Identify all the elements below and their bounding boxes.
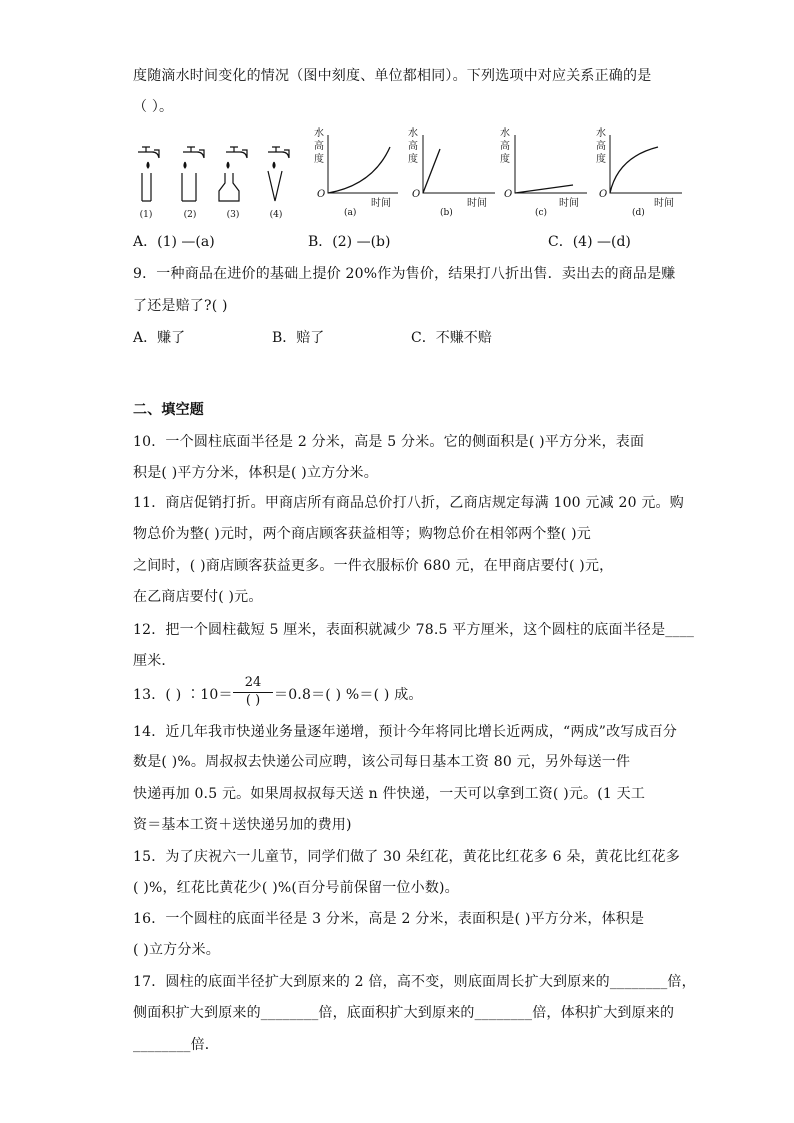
container-label-4: (4) [269, 210, 283, 220]
q8-line-2: （ ）。 [133, 99, 174, 115]
q12-line-1: 12．把一个圆柱截短 5 厘米，表面积就减少 78.5 平方厘米，这个圆柱的底面半径是____ [133, 622, 695, 638]
graph-b-origin: O [412, 189, 421, 200]
q14-line-2: 数是( )%。周叔叔去快递公司应聘，该公司每日基本工资 80 元，另外每送一件 [133, 754, 631, 770]
graph-a-origin: O [317, 189, 326, 200]
graph-b-ylabel: 水 高 度 [408, 128, 418, 165]
graph-c-ylabel: 水 高 度 [500, 128, 510, 165]
graph-d-origin: O [599, 189, 608, 200]
q13-lead: 13．( ) ∶10＝ [133, 687, 233, 703]
graph-label-d: (d) [632, 208, 645, 218]
section-heading: 二、填空题 [133, 402, 204, 418]
graph-label-a: (a) [344, 208, 357, 218]
q8-option-a[interactable]: A．(1) —(a) [133, 234, 215, 250]
faucet-container-4 [268, 147, 289, 201]
graph-c [515, 135, 587, 193]
q15-line-2: ( )%，红花比黄花少( )%(百分号前保留一位小数)。 [133, 880, 459, 896]
q14-line-4: 资＝基本工资＋送快递另加的费用) [133, 817, 352, 833]
q8-line-1: 度随滴水时间变化的情况（图中刻度、单位都相同）。下列选项中对应关系正确的是 [133, 68, 652, 84]
graph-b-xlabel: 时间 [467, 198, 487, 209]
q9-option-c[interactable]: C．不赚不赔 [411, 330, 492, 346]
container-label-2: (2) [183, 210, 197, 220]
q11-line-3: 之间时，( )商店顾客获益更多。一件衣服标价 680 元，在甲商店要付( )元， [133, 558, 614, 574]
graph-label-c: (c) [535, 208, 548, 218]
container-label-1: (1) [139, 210, 153, 220]
graph-a-xlabel: 时间 [371, 198, 391, 209]
q15-line-1: 15．为了庆祝六一儿童节，同学们做了 30 朵红花，黄花比红花多 6 朵，黄花比红花多 [133, 849, 680, 865]
q13-denominator: ( ) [245, 693, 261, 708]
q9-option-a[interactable]: A．赚了 [133, 330, 186, 346]
container-label-3: (3) [226, 210, 240, 220]
graph-d [610, 135, 682, 193]
q9-line-2: 了还是赔了?( ) [133, 298, 228, 314]
q13-numerator: 24 [244, 675, 262, 690]
q11-line-4: 在乙商店要付( )元。 [133, 589, 263, 605]
q9-line-1: 9．一种商品在进价的基础上提价 20%作为售价，结果打八折出售．卖出去的商品是赚 [133, 266, 676, 282]
graph-c-origin: O [504, 189, 513, 200]
q13-tail: ＝0.8＝( ) %＝( ) 成。 [274, 687, 423, 703]
q9-option-b[interactable]: B．赔了 [272, 330, 325, 346]
q16-line-2: ( )立方分米。 [133, 942, 220, 958]
q17-line-2: 侧面积扩大到原来的________倍，底面积扩大到原来的________倍，体积扩大到原来的 [133, 1005, 675, 1021]
graph-c-xlabel: 时间 [559, 198, 579, 209]
q8-option-c[interactable]: C．(4) —(d) [548, 234, 631, 250]
faucet-container-1 [138, 147, 159, 201]
faucet-container-3 [219, 147, 247, 201]
q11-line-1: 11．商店促销打折。甲商店所有商品总价打八折，乙商店规定每满 100 元减 20 元。购 [133, 495, 684, 511]
graph-d-ylabel: 水 高 度 [596, 128, 606, 165]
q12-line-2: 厘米． [133, 653, 176, 669]
q11-line-2: 物总价为整( )元时，两个商店顾客获益相等；购物总价在相邻两个整( )元 [133, 526, 591, 542]
q16-line-1: 16．一个圆柱的底面半径是 3 分米，高是 2 分米，表面积是( )平方分米，体积是 [133, 911, 645, 927]
graph-d-xlabel: 时间 [654, 198, 674, 209]
q14-line-3: 快递再加 0.5 元。如果周叔叔每天送 n 件快递，一天可以拿到工资( )元。(1 天工 [133, 786, 646, 802]
q10-line-2: 积是( )平方分米，体积是( )立方分米。 [133, 465, 378, 481]
q8-option-b[interactable]: B．(2) —(b) [308, 234, 391, 250]
q14-line-1: 14．近几年我市快递业务量逐年递增，预计今年将同比增长近两成，“两成”改写成百分 [133, 724, 678, 740]
graph-label-b: (b) [440, 208, 453, 218]
graph-b [423, 135, 495, 193]
q17-line-3: ________倍． [133, 1037, 219, 1053]
faucet-container-2 [182, 147, 204, 201]
graph-a [328, 135, 398, 193]
graph-a-ylabel: 水 高 度 [314, 128, 324, 165]
q10-line-1: 10．一个圆柱底面半径是 2 分米，高是 5 分米。它的侧面积是( )平方分米，表面 [133, 434, 645, 450]
q17-line-1: 17．圆柱的底面半径扩大到原来的 2 倍，高不变，则底面周长扩大到原来的________倍， [133, 974, 696, 990]
